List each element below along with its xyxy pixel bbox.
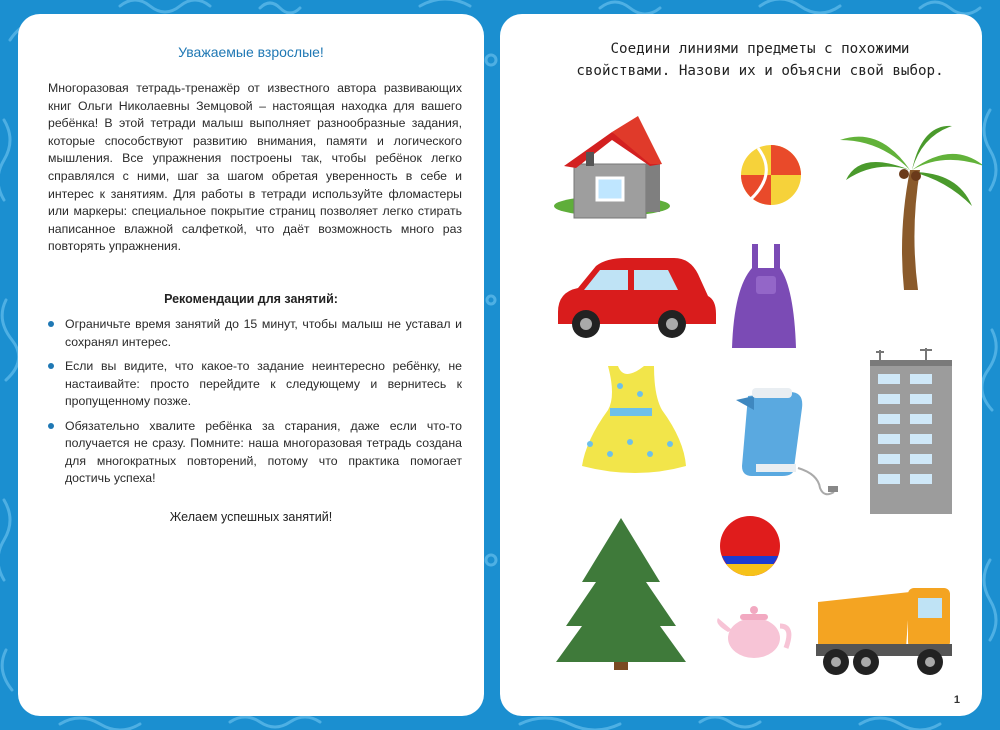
tip-text: Обязательно хвалите ребёнка за старания, даже если что-то получается не сразу. Помните: наша многоразовая тетрадь создана для многократных повторений, потому что практика помогает достичь успеха!	[65, 418, 462, 485]
intro-paragraph: Многоразовая тетрадь-тренажёр от известного автора развивающих книг Ольги Николаевны Земцовой – настоящая находка для вашего ребёнка! В этой тетради малыш выполняет разнообразные задания, которые способствуют развитию внимания, памяти и логического мышления. Все упражнения построены так, чтобы ребёнок легко справлялся с ними, шаг за шагом обретая уверенность в себе и интерес к занятиям. Для работы в тетради используйте фломастеры или маркеры: специальное покрытие страниц позволяет легко стирать написанное влажной салфеткой, что даёт возможность много раз повторять упражнения.	[48, 81, 462, 254]
kettle-picture[interactable]	[736, 388, 838, 494]
house-picture[interactable]	[554, 116, 670, 218]
beach-ball-picture[interactable]	[741, 145, 801, 205]
building-picture[interactable]	[870, 348, 952, 514]
closing-text: Желаем успешных занятий!	[169, 510, 333, 524]
tip-text: Ограничьте время занятий до 15 минут, чтобы малыш не уставал и сохранял интерес.	[65, 317, 462, 349]
sundress-picture[interactable]	[732, 244, 796, 348]
recommendations-list	[48, 316, 462, 495]
task-instruction: Соедини линиями предметы с похожими свойствами. Назови их и объясни свой выбор.	[576, 41, 944, 79]
fir-tree-picture[interactable]	[556, 518, 686, 670]
car-picture[interactable]	[558, 258, 716, 338]
list-item	[48, 418, 462, 488]
dress-picture[interactable]	[582, 366, 686, 473]
right-page	[500, 14, 982, 716]
list-item	[48, 316, 462, 351]
left-page	[18, 14, 484, 716]
bullet-icon	[48, 321, 54, 327]
bullet-icon	[48, 423, 54, 429]
greeting-heading: Уважаемые взрослые!	[178, 44, 324, 60]
ball-picture[interactable]	[720, 516, 780, 576]
recommendations-heading: Рекомендации для занятий:	[164, 292, 338, 306]
bullet-icon	[48, 363, 54, 369]
dump-truck-picture[interactable]	[816, 588, 952, 675]
page-number: 1	[953, 694, 960, 706]
palm-tree-picture[interactable]	[840, 126, 982, 290]
teapot-picture[interactable]	[717, 606, 789, 658]
pictures-area	[500, 14, 982, 716]
tip-text: Если вы видите, что какое-то задание неинтересно ребёнку, не настаивайте: просто перейдите к следующему и вернитесь к пропущенному позже.	[65, 359, 462, 408]
list-item	[48, 358, 462, 411]
